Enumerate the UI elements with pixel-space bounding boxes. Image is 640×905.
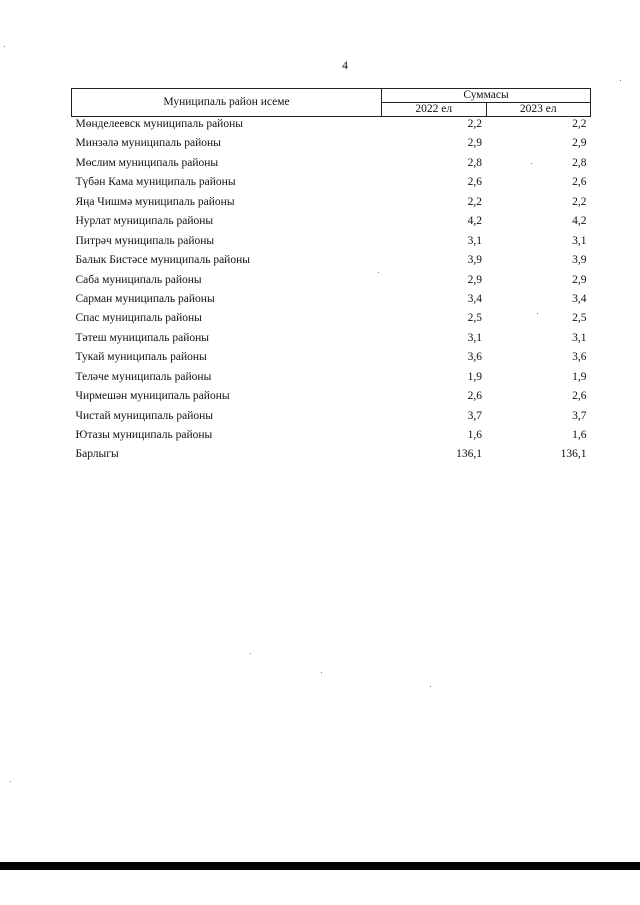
value-2023-cell: 1,9 [572,370,587,383]
scan-speck [10,781,11,782]
district-name-cell: Спас муниципаль районы [75,312,202,325]
value-2023-cell: 3,1 [572,234,587,247]
value-2022-cell: 2,6 [467,176,483,189]
table-body [72,117,591,467]
scan-border-bar [0,862,640,870]
district-name-cell: Чирмешән муниципаль районы [75,390,230,403]
district-name-cell: Минзәлә муниципаль районы [75,137,221,150]
table-row [72,136,591,155]
district-name-cell: Сарман муниципаль районы [75,292,215,305]
table-row [72,389,591,408]
table-row [72,409,591,428]
scan-speck [321,672,322,673]
district-name-cell: Чистай муниципаль районы [75,409,214,422]
table-row [72,311,591,330]
value-2023-cell: 3,6 [572,351,587,364]
table-row [72,331,591,350]
district-name-cell: Мөнделеевск муниципаль районы [75,118,243,130]
table-row [72,175,591,194]
table-row [72,273,591,292]
value-2022-cell: 3,9 [467,254,483,267]
value-2022-cell: 2,8 [467,156,483,169]
value-2023-cell: 136,1 [560,448,587,461]
value-2023-cell: 1,6 [572,429,587,441]
column-header-district-name: Муниципаль район исеме [72,89,382,117]
column-header-amount: Суммасы [382,89,591,103]
table-row [72,234,591,253]
district-name-cell: Ютазы муниципаль районы [75,429,213,441]
scan-speck [250,653,251,654]
district-name-cell: Түбән Кама муниципаль районы [75,176,236,189]
scan-speck [620,80,621,81]
table-row [72,195,591,214]
value-2022-cell: 1,6 [467,429,483,441]
value-2023-cell: 3,7 [572,409,587,422]
table-row [72,253,591,272]
table-row [72,156,591,175]
value-2023-cell: 2,2 [572,195,587,208]
district-name-cell: Саба муниципаль районы [75,273,202,286]
value-2023-cell: 3,4 [572,292,587,305]
value-2022-cell: 4,2 [467,215,483,228]
scan-speck [430,686,431,687]
district-name-cell: Мөслим муниципаль районы [75,156,219,169]
value-2022-cell: 2,6 [467,390,483,403]
district-name-cell: Барлыгы [75,448,119,461]
page-number: 4 [342,58,348,72]
district-name-cell: Тәтеш муниципаль районы [75,331,209,344]
value-2022-cell: 2,2 [467,118,483,130]
district-name-cell: Питрәч муниципаль районы [75,234,215,247]
value-2023-cell: 2,5 [572,312,587,325]
district-name-cell: Яңа Чишмә муниципаль районы [75,195,235,208]
value-2022-cell: 2,5 [467,312,483,325]
value-2022-cell: 3,1 [467,331,483,344]
table-row [72,428,591,447]
district-name-cell: Тукай муниципаль районы [75,351,207,364]
scan-speck [378,272,379,273]
district-name-cell: Нурлат муниципаль районы [75,215,214,228]
column-header-year-2023: 2023 ел [486,103,590,117]
value-2023-cell: 3,1 [572,331,587,344]
table-row [72,117,591,137]
municipal-amounts-table [71,88,591,467]
table-row [72,350,591,369]
value-2022-cell: 3,6 [467,351,483,364]
value-2022-cell: 2,9 [467,137,483,150]
value-2023-cell: 3,9 [572,254,587,267]
value-2023-cell: 4,2 [572,215,587,228]
scan-speck [531,163,532,164]
value-2022-cell: 136,1 [456,448,483,461]
table-row [72,370,591,389]
value-2023-cell: 2,2 [572,118,587,130]
value-2023-cell: 2,8 [572,156,587,169]
value-2022-cell: 1,9 [467,370,483,383]
value-2023-cell: 2,6 [572,390,587,403]
value-2022-cell: 3,1 [467,234,483,247]
scan-speck [537,313,538,314]
table-row [72,292,591,311]
value-2022-cell: 2,2 [467,195,483,208]
district-name-cell: Теләче муниципаль районы [75,370,212,383]
column-header-year-2022: 2022 ел [382,103,486,117]
scan-speck [4,46,5,47]
total-row [72,447,591,466]
district-name-cell: Балык Бистәсе муниципаль районы [75,254,250,267]
value-2022-cell: 3,4 [467,292,483,305]
value-2023-cell: 2,9 [572,273,587,286]
value-2023-cell: 2,6 [572,176,587,189]
value-2022-cell: 3,7 [467,409,483,422]
value-2023-cell: 2,9 [572,137,587,150]
value-2022-cell: 2,9 [467,273,483,286]
table-row [72,214,591,233]
